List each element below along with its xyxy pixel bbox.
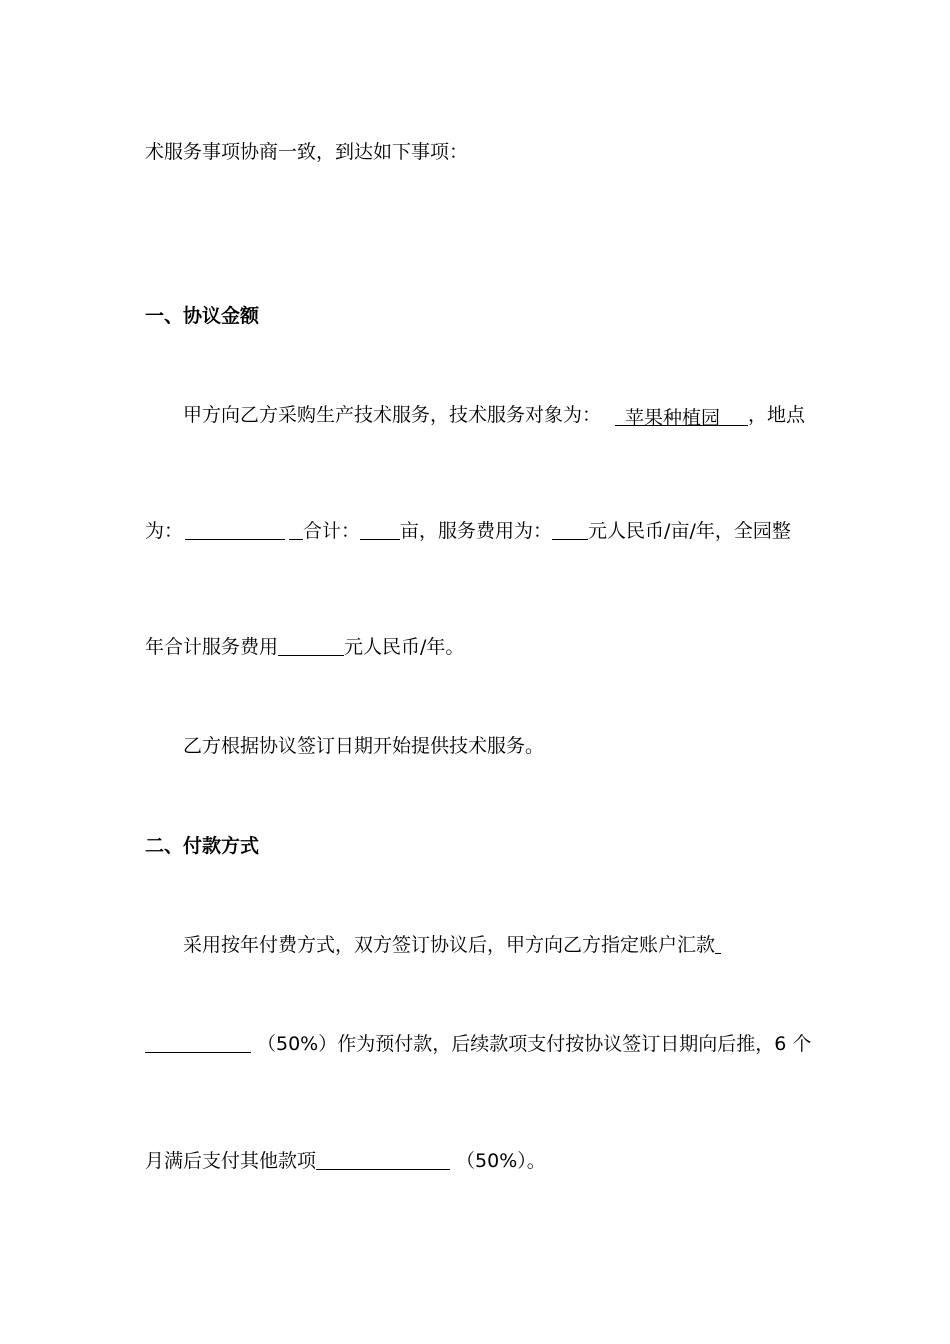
remaining-payment-blank xyxy=(316,1149,450,1170)
amount-paragraph-line-3 xyxy=(145,634,810,660)
prepayment-blank xyxy=(145,1032,251,1053)
location-blank xyxy=(185,519,285,540)
paragraph-text: 甲方向乙方采购生产技术服务，技术服务对象为： xyxy=(183,404,602,426)
paragraph-text: （50%）作为预付款，后续款项支付按协议签订日期向后推，6 个 xyxy=(257,1033,812,1055)
section-heading-payment xyxy=(145,833,810,859)
paragraph-text: ，地点 xyxy=(748,404,806,426)
section-heading-amount xyxy=(145,303,810,329)
amount-paragraph-line-1 xyxy=(145,402,810,428)
paragraph-text: （50%）。 xyxy=(456,1150,546,1172)
paragraph-text: 乙方根据协议签订日期开始提供技术服务。 xyxy=(183,735,545,757)
location-blank-tail xyxy=(289,519,303,540)
intro-line xyxy=(145,139,810,165)
remit-blank-start xyxy=(715,933,721,954)
area-blank xyxy=(360,519,400,540)
intro-text: 术服务事项协商一致，到达如下事项： xyxy=(145,141,469,163)
payment-paragraph-line-1 xyxy=(145,932,810,958)
service-target-field xyxy=(615,405,748,429)
amount-paragraph-line-4 xyxy=(145,733,810,759)
paragraph-text: 年合计服务费用 xyxy=(145,636,279,658)
paragraph-text: 元人民币/年。 xyxy=(344,636,465,658)
paragraph-text: 合计： xyxy=(303,520,361,542)
service-target-value: 苹果种植园 xyxy=(625,407,721,429)
paragraph-text: 为： xyxy=(145,520,184,542)
paragraph-text: 月满后支付其他款项 xyxy=(145,1150,317,1172)
unit-price-blank xyxy=(552,519,588,540)
amount-paragraph-line-2 xyxy=(145,518,810,544)
section-heading-text: 二、付款方式 xyxy=(145,835,260,857)
paragraph-text: 元人民币/亩/年，全园整 xyxy=(588,520,791,542)
payment-paragraph-line-3 xyxy=(145,1148,810,1174)
paragraph-text: 采用按年付费方式，双方签订协议后，甲方向乙方指定账户汇款 xyxy=(183,934,716,956)
paragraph-text: 亩，服务费用为： xyxy=(400,520,553,542)
payment-paragraph-line-2 xyxy=(145,1031,810,1057)
annual-total-blank xyxy=(278,635,344,656)
section-heading-text: 一、协议金额 xyxy=(145,305,260,327)
